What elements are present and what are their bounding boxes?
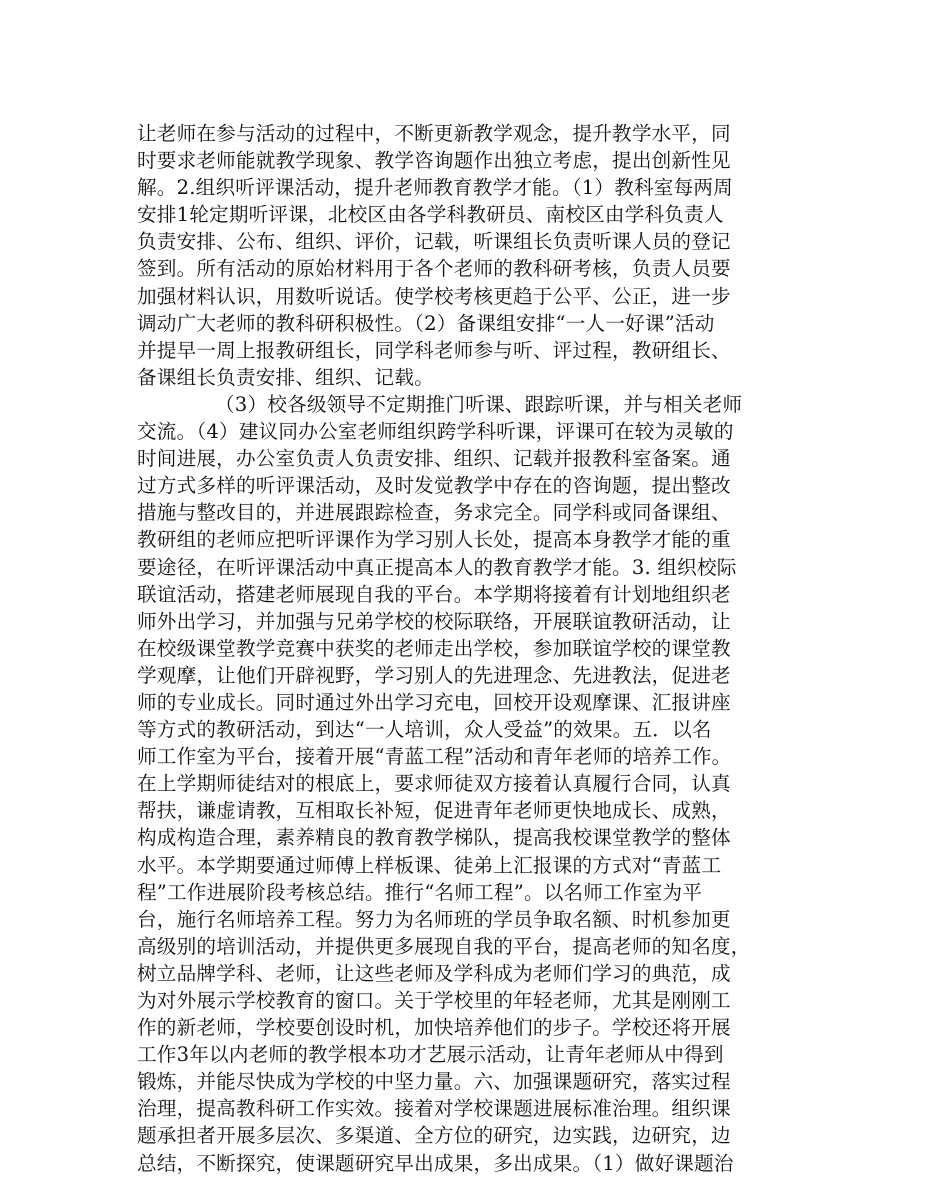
text-line: （3）校各级领导不定期推门听课、跟踪听课，并与相关老师 (215, 392, 743, 416)
text-line: 题承担者开展多层次、多渠道、全方位的研究，边实践，边研究，边 (137, 1124, 731, 1148)
text-line: 等方式的教研活动，到达“一人培训，众人受益”的效果。五．以名 (137, 718, 712, 742)
text-line: 过方式多样的听评课活动，及时发觉教学中存在的咨询题，提出整改 (137, 474, 731, 498)
text-line: 交流。（4）建议同办公室老师组织跨学科听课，评课可在较为灵敏的 (137, 420, 734, 444)
body-text (137, 120, 827, 1177)
text-line: 程”工作进展阶段考核总结。推行“名师工程”。以名师工作室为平 (137, 880, 703, 904)
text-line: 在上学期师徒结对的根底上，要求师徒双方接着认真履行合同，认真 (137, 772, 731, 796)
text-line: 要途径，在听评课活动中真正提高本人的教育教学才能。3. 组织校际 (137, 555, 737, 579)
text-line: 高级别的培训活动，并提供更多展现自我的平台，提高老师的知名度， (137, 934, 751, 958)
text-line: 台，施行名师培养工程。努力为名师班的学员争取名额、时机参加更 (137, 907, 731, 931)
paragraph-1 (137, 120, 827, 391)
text-line: 水平。本学期要通过师傅上样板课、徒弟上汇报课的方式对“青蓝工 (137, 853, 722, 877)
text-line: 解。2.组织听评课活动，提升老师教育教学才能。（1）教科室每两周 (137, 176, 733, 200)
text-line: 负责安排、公布、组织、评价，记载，听课组长负责听课人员的登记 (137, 230, 731, 254)
text-line: 时要求老师能就教学现象、教学咨询题作出独立考虑，提出创新性见 (137, 149, 731, 173)
text-line: 联谊活动，搭建老师展现自我的平台。本学期将接着有计划地组织老 (137, 582, 731, 606)
text-line: 学观摩，让他们开辟视野，学习别人的先进理念、先进教法，促进老 (137, 663, 731, 687)
text-line: 治理，提高教科研工作实效。接着对学校课题进展标准治理。组织课 (137, 1097, 731, 1121)
text-line: 锻炼，并能尽快成为学校的中坚力量。六、加强课题研究，落实过程 (137, 1070, 731, 1094)
text-line: 师工作室为平台，接着开展“青蓝工程”活动和青年老师的培养工作。 (137, 745, 732, 769)
text-line: 措施与整改目的，并进展跟踪检查，务求完全。同学科或同备课组、 (137, 501, 731, 525)
text-line: 在校级课堂教学竞赛中获奖的老师走出学校，参加联谊学校的课堂教 (137, 636, 731, 660)
text-line: 安排1轮定期听评课，北校区由各学科教研员、南校区由学科负责人 (137, 203, 724, 227)
text-line: 并提早一周上报教研组长，同学科老师参与听、评过程，教研组长、 (137, 338, 731, 362)
text-line: 工作3年以内老师的教学根本功才艺展示活动，让青年老师从中得到 (137, 1043, 724, 1067)
text-line: 教研组的老师应把听评课作为学习别人长处，提高本身教学才能的重 (137, 528, 731, 552)
text-line: 帮扶，谦虚请教，互相取长补短，促进青年老师更快地成长、成熟， (137, 799, 731, 823)
text-line: 备课组长负责安排、组织、记载。 (137, 365, 434, 389)
text-line: 总结，不断探究，使课题研究早出成果，多出成果。（1）做好课题治 (137, 1151, 734, 1175)
text-line: 调动广大老师的教科研积极性。（2）备课组安排“一人一好课”活动 (137, 311, 715, 335)
text-line: 为对外展示学校教育的窗口。关于学校里的年轻老师，尤其是刚刚工 (137, 989, 731, 1012)
text-line: 时间进展，办公室负责人负责安排、组织、记载并报教科室备案。通 (137, 447, 731, 471)
text-line: 让老师在参与活动的过程中，不断更新教学观念，提升教学水平，同 (137, 122, 731, 145)
text-line: 构成构造合理，素养精良的教育教学梯队，提高我校课堂教学的整体 (137, 826, 731, 850)
text-line: 加强材料认识，用数听说话。使学校考核更趋于公平、公正，进一步 (137, 284, 731, 308)
text-line: 作的新老师，学校要创设时机，加快培养他们的步子。学校还将开展 (137, 1016, 731, 1040)
text-line: 树立品牌学科、老师，让这些老师及学科成为老师们学习的典范，成 (137, 961, 731, 985)
paragraph-2 (137, 391, 827, 1177)
text-line: 师的专业成长。同时通过外出学习充电，回校开设观摩课、汇报讲座 (137, 690, 731, 714)
text-line: 签到。所有活动的原始材料用于各个老师的教科研考核，负责人员要 (137, 257, 731, 281)
text-line: 师外出学习，并加强与兄弟学校的校际联络，开展联谊教研活动，让 (137, 609, 731, 633)
